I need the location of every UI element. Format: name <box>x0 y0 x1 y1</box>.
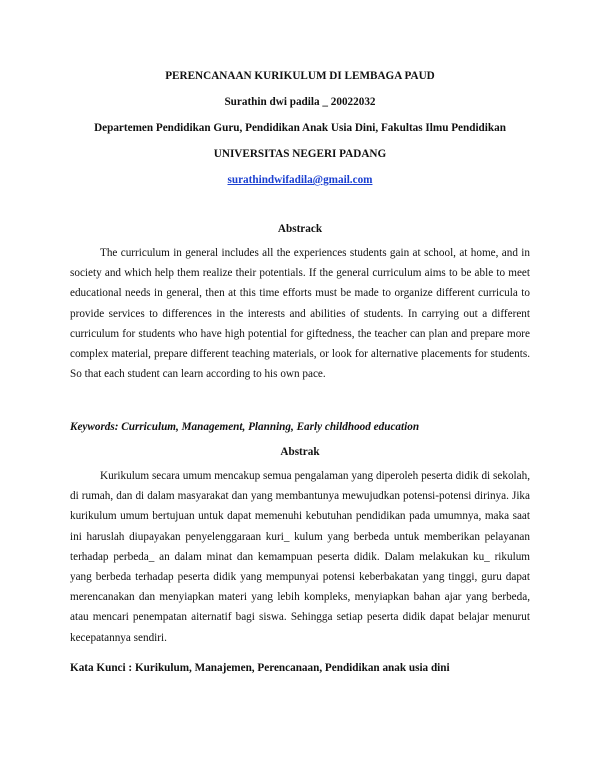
abstract-en-heading: Abstrack <box>277 223 323 235</box>
keywords-id: Kata Kunci : Kurikulum, Manajemen, Perencanaan, Pendidikan anak usia dini <box>70 662 450 674</box>
email-link[interactable]: surathindwifadila@gmail.com <box>227 174 373 186</box>
department-line: Departemen Pendidikan Guru, Pendidikan Anak Usia Dini, Fakultas Ilmu Pendidikan <box>94 122 506 134</box>
paper-title: PERENCANAAN KURIKULUM DI LEMBAGA PAUD <box>165 70 435 82</box>
abstract-en-body: The curriculum in general includes all the experiences students gain at school, at home, and in society and which help them realize their potentials. If the general curriculum aims to be able to meet educational needs in general, then at this time efforts must be made to organize different curricula to provide services to differences in the interests and abilities of students. In carrying out a different curriculum for students who have high potential for giftedness, the teacher can plan and prepare more complex material, prepare different teaching materials, or look for alternative placements for students. So that each student can learn according to his own pace. <box>70 247 530 381</box>
abstract-id-heading: Abstrak <box>280 446 320 458</box>
keywords-en: Keywords: Curriculum, Management, Planning, Early childhood education <box>70 421 420 433</box>
abstract-id-body: Kurikulum secara umum mencakup semua pengalaman yang diperoleh peserta didik di sekolah, di rumah, dan di dalam masyarakat dan yang membantunya mewujudkan potensi-potensi dirinya. Jika kurikulum umum bertujuan untuk dapat memenuhi kebutuhan pendidikan pada umumnya, maka saat ini haruslah diupayakan penyelenggaraan kuri_ kulum yang berbeda untuk memberikan pelayanan terhadap perbeda_ an dalam minat dan kemampuan peserta didik. Dalam melakukan ku_ rikulum yang berbeda terhadap peserta didik yang mempunyai potensi keberbakatan yang tinggi, guru dapat merencanakan dan menyiapkan materi yang lebih kompleks, menyiapkan bahan ajar yang berbeda, atau mencari penempatan aiternatif bagi siswa. Sehingga setiap peserta didik dapat belajar menurut kecepatannya sendiri. <box>70 470 530 644</box>
author-line: Surathin dwi padila _ 20022032 <box>224 96 376 108</box>
university-line: UNIVERSITAS NEGERI PADANG <box>213 148 387 160</box>
